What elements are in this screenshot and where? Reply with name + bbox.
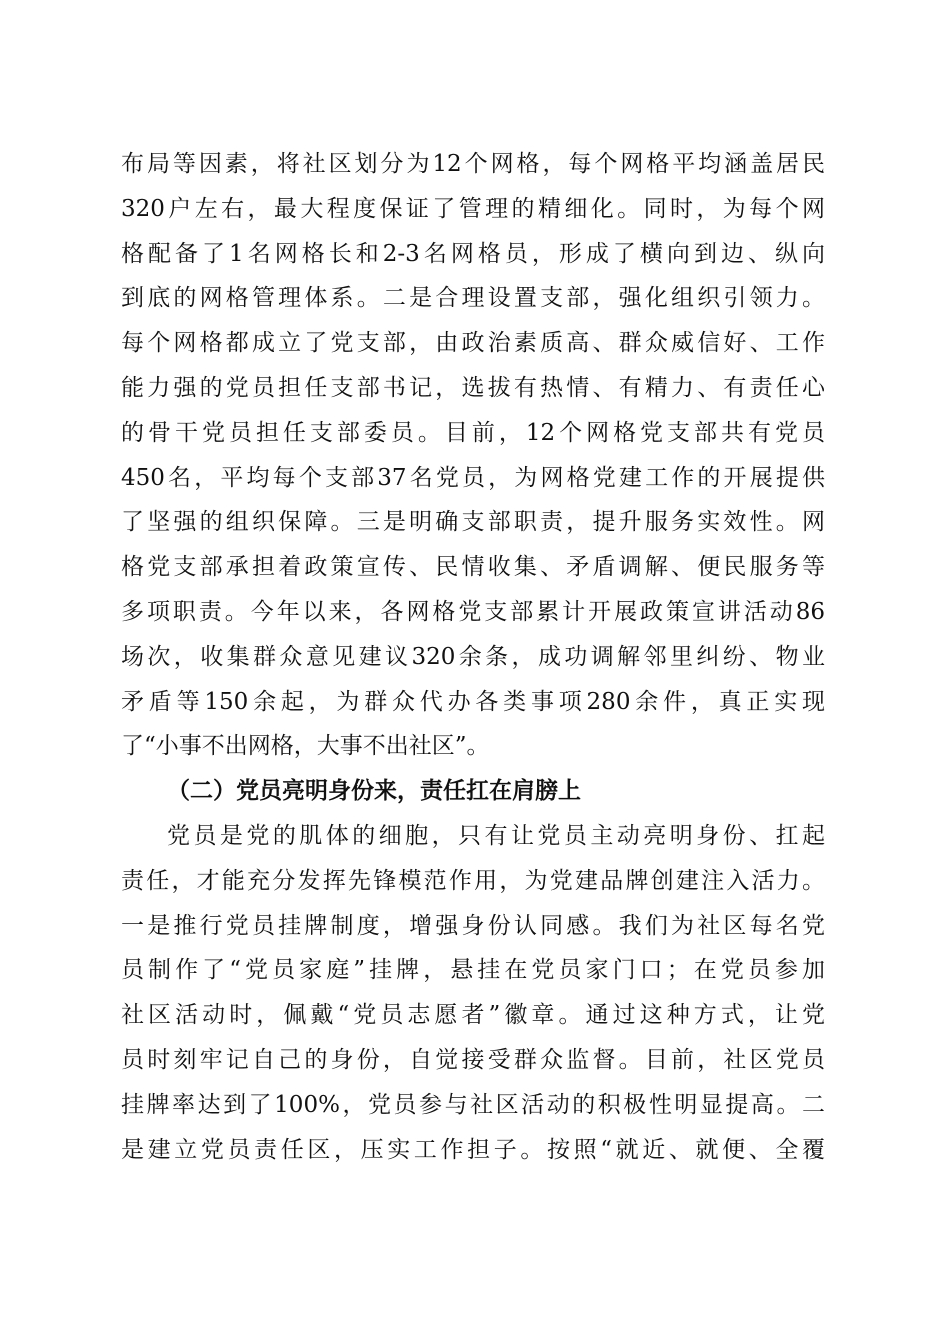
paragraph-line: 的骨干党员担任支部委员。目前，12个网格党支部共有党员: [121, 419, 825, 446]
paragraph-line: 社区活动时，佩戴“党员志愿者”徽章。通过这种方式，让党: [121, 1002, 825, 1029]
paragraph-line: 多项职责。今年以来，各网格党支部累计开展政策宣讲活动86: [121, 598, 825, 625]
body-text: [121, 142, 825, 1172]
paragraph-line: 员时刻牢记自己的身份，自觉接受群众监督。目前，社区党员: [121, 1046, 825, 1073]
paragraph-line: 320户左右，最大程度保证了管理的精细化。同时，为每个网: [121, 195, 825, 222]
paragraph-line: 一是推行党员挂牌制度，增强身份认同感。我们为社区每名党: [121, 912, 825, 939]
paragraph-line: 了“小事不出网格，大事不出社区”。: [121, 733, 490, 760]
paragraph-line: 布局等因素，将社区划分为12个网格，每个网格平均涵盖居民: [121, 151, 825, 177]
paragraph-line: 挂牌率达到了100%，党员参与社区活动的积极性明显提高。二: [121, 1091, 825, 1118]
paragraph-line: 场次，收集群众意见建议320余条，成功调解邻里纠纷、物业: [121, 643, 825, 670]
paragraph-line: 格党支部承担着政策宣传、民情收集、矛盾调解、便民服务等: [121, 554, 825, 581]
paragraph-line: 格配备了1名网格长和2-3名网格员，形成了横向到边、纵向: [121, 240, 825, 267]
paragraph-line: 到底的网格管理体系。二是合理设置支部，强化组织引领力。: [121, 285, 825, 312]
paragraph-line: 是建立党员责任区，压实工作担子。按照“就近、就便、全覆: [121, 1136, 825, 1163]
paragraph-line: 能力强的党员担任支部书记，选拔有热情、有精力、有责任心: [121, 374, 825, 401]
paragraph-line: 每个网格都成立了党支部，由政治素质高、群众威信好、工作: [121, 330, 825, 357]
paragraph-line: 450名，平均每个支部37名党员，为网格党建工作的开展提供: [121, 464, 825, 491]
paragraph-line: 矛盾等150余起，为群众代办各类事项280余件，真正实现: [121, 688, 825, 715]
paragraph-line: 员制作了“党员家庭”挂牌，悬挂在党员家门口；在党员参加: [121, 957, 825, 984]
section-heading: （二）党员亮明身份来，责任扛在肩膀上: [167, 777, 581, 805]
paragraph-line: 了坚强的组织保障。三是明确支部职责，提升服务实效性。网: [121, 509, 825, 536]
paragraph-line: 党员是党的肌体的细胞，只有让党员主动亮明身份、扛起: [167, 822, 825, 849]
paragraph-line: 责任，才能充分发挥先锋模范作用，为党建品牌创建注入活力。: [121, 867, 825, 894]
